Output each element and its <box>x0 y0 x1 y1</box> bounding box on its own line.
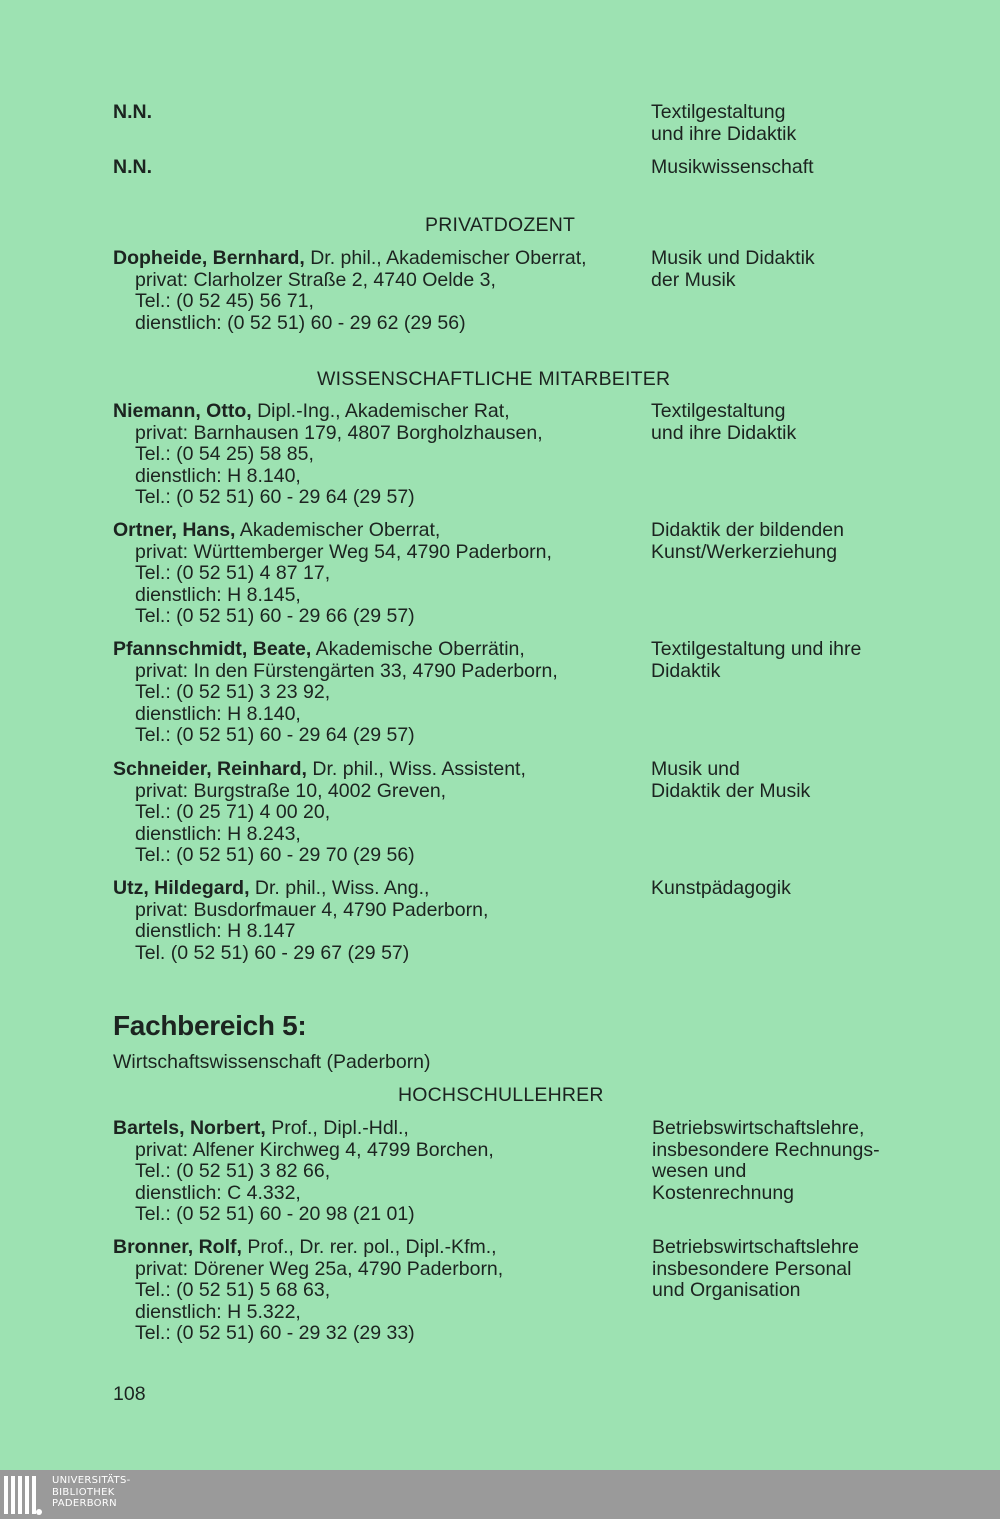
subject-line: Musik und <box>651 758 740 780</box>
subject-bronner <box>652 1237 859 1302</box>
entry-bronner <box>113 1237 503 1345</box>
subject-line: insbesondere Personal <box>652 1257 852 1280</box>
subject-line: Textilgestaltung <box>651 101 786 123</box>
address-line: privat: Dörener Weg 25a, 4790 Paderborn, <box>135 1257 504 1280</box>
logo-line: PADERBORN <box>52 1498 117 1509</box>
address-line: privat: Alfener Kirchweg 4, 4799 Borchen, <box>135 1138 494 1161</box>
subject-line: Kunst/Werkerziehung <box>651 540 838 563</box>
office-phone-line: Tel.: (0 52 51) 60 - 29 32 (29 33) <box>135 1322 415 1345</box>
person-title: Prof., Dr. rer. pol., Dipl.-Kfm., <box>241 1236 497 1258</box>
library-logo-text <box>52 1475 131 1510</box>
office-phone-line: Tel. (0 52 51) 60 - 29 67 (29 57) <box>135 941 410 964</box>
nn-subject-2: Musikwissenschaft <box>651 156 814 178</box>
office-phone-line: Tel.: (0 52 51) 60 - 20 98 (21 01) <box>135 1203 415 1226</box>
subject-line: Kostenrechnung <box>652 1181 795 1204</box>
subject-line: und ihre Didaktik <box>651 421 797 444</box>
subject-schneider <box>651 759 810 802</box>
subject-line: Textilgestaltung und ihre <box>651 638 862 660</box>
phone-line: Tel.: (0 52 51) 3 82 66, <box>135 1160 331 1183</box>
person-name: Schneider, Reinhard, <box>113 758 307 780</box>
phone-line: Tel.: (0 52 45) 56 71, <box>135 290 314 313</box>
subject-line: wesen und <box>652 1160 747 1183</box>
nn-name-2: N.N. <box>113 156 152 178</box>
person-title: Dr. phil., Akademischer Oberrat, <box>304 247 587 269</box>
subject-line: der Musik <box>651 268 736 291</box>
phone-line: Tel.: (0 52 51) 3 23 92, <box>135 681 331 704</box>
section-heading-hochschullehrer: HOCHSCHULLEHRER <box>398 1084 604 1106</box>
subject-line: Kunstpädagogik <box>651 877 791 899</box>
subject-line: und ihre Didaktik <box>651 122 797 145</box>
page-number: 108 <box>113 1383 146 1405</box>
subject-dopheide <box>651 248 815 291</box>
subject-bartels <box>652 1118 880 1204</box>
person-name: Niemann, Otto, <box>113 400 252 422</box>
address-line: privat: Barnhausen 179, 4807 Borgholzhausen, <box>135 421 543 444</box>
person-name: Bartels, Norbert, <box>113 1117 266 1139</box>
office-phone-line: Tel.: (0 52 51) 60 - 29 66 (29 57) <box>135 605 415 628</box>
entry-schneider <box>113 759 526 867</box>
subject-pfannschmidt <box>651 639 861 682</box>
phone-line: Tel.: (0 52 51) 5 68 63, <box>135 1279 331 1302</box>
office-line: dienstlich: H 8.147 <box>135 920 296 943</box>
entry-pfannschmidt <box>113 639 558 747</box>
person-name: Utz, Hildegard, <box>113 877 250 899</box>
entry-dopheide <box>113 248 587 334</box>
entry-niemann <box>113 401 543 509</box>
subject-line: Betriebswirtschaftslehre <box>652 1236 859 1258</box>
person-name: Ortner, Hans, <box>113 519 236 541</box>
office-line: dienstlich: C 4.332, <box>135 1181 301 1204</box>
person-title: Akademische Oberrätin, <box>311 638 525 660</box>
office-line: dienstlich: H 8.140, <box>135 464 301 487</box>
subject-line: Betriebswirtschaftslehre, <box>652 1117 865 1139</box>
subject-line: insbesondere Rechnungs- <box>652 1138 880 1161</box>
section-heading-privatdozent: PRIVATDOZENT <box>425 214 576 236</box>
subject-niemann <box>651 401 796 444</box>
office-line: dienstlich: H 8.243, <box>135 822 301 845</box>
logo-line: UNIVERSITÄTS- <box>52 1475 131 1486</box>
subject-line: Didaktik <box>651 659 721 682</box>
person-title: Dr. phil., Wiss. Ang., <box>249 877 430 899</box>
subject-utz <box>651 878 791 900</box>
office-line: dienstlich: (0 52 51) 60 - 29 62 (29 56) <box>135 311 466 334</box>
address-line: privat: Burgstraße 10, 4002 Greven, <box>135 779 447 802</box>
office-line: dienstlich: H 5.322, <box>135 1300 301 1323</box>
subject-ortner <box>651 520 844 563</box>
fachbereich-subtitle: Wirtschaftswissenschaft (Paderborn) <box>113 1051 431 1073</box>
library-logo-icon <box>4 1476 36 1514</box>
section-heading-mitarbeiter: WISSENSCHAFTLICHE MITARBEITER <box>317 368 671 390</box>
person-title: Prof., Dipl.-Hdl., <box>265 1117 409 1139</box>
person-title: Akademischer Oberrat, <box>235 519 441 541</box>
office-phone-line: Tel.: (0 52 51) 60 - 29 70 (29 56) <box>135 844 415 867</box>
office-line: dienstlich: H 8.140, <box>135 702 301 725</box>
entry-ortner <box>113 520 552 628</box>
phone-line: Tel.: (0 25 71) 4 00 20, <box>135 801 331 824</box>
footer-bar <box>0 1470 1000 1519</box>
office-line: dienstlich: H 8.145, <box>135 583 301 606</box>
person-name: Bronner, Rolf, <box>113 1236 242 1258</box>
subject-line: und Organisation <box>652 1279 801 1302</box>
phone-line: Tel.: (0 52 51) 4 87 17, <box>135 562 331 585</box>
fachbereich-title: Fachbereich 5: <box>113 1010 307 1041</box>
office-phone-line: Tel.: (0 52 51) 60 - 29 64 (29 57) <box>135 724 415 747</box>
nn-subject-1 <box>651 102 796 145</box>
address-line: privat: Clarholzer Straße 2, 4740 Oelde 3, <box>135 268 496 291</box>
logo-line: BIBLIOTHEK <box>52 1486 115 1498</box>
address-line: privat: Württemberger Weg 54, 4790 Paderborn, <box>135 540 552 563</box>
subject-line: Musik und Didaktik <box>651 247 815 269</box>
phone-line: Tel.: (0 54 25) 58 85, <box>135 443 314 466</box>
logo-dot-icon <box>36 1509 42 1515</box>
entry-bartels <box>113 1118 494 1226</box>
person-name: Pfannschmidt, Beate, <box>113 638 312 660</box>
address-line: privat: In den Fürstengärten 33, 4790 Paderborn, <box>135 659 558 682</box>
nn-name-1: N.N. <box>113 101 152 123</box>
subject-line: Didaktik der Musik <box>651 779 811 802</box>
person-name: Dopheide, Bernhard, <box>113 247 305 269</box>
subject-line: Textilgestaltung <box>651 400 786 422</box>
person-title: Dipl.-Ing., Akademischer Rat, <box>251 400 510 422</box>
entry-utz <box>113 878 488 964</box>
office-phone-line: Tel.: (0 52 51) 60 - 29 64 (29 57) <box>135 486 415 509</box>
person-title: Dr. phil., Wiss. Assistent, <box>306 758 526 780</box>
address-line: privat: Busdorfmauer 4, 4790 Paderborn, <box>135 898 489 921</box>
subject-line: Didaktik der bildenden <box>651 519 844 541</box>
